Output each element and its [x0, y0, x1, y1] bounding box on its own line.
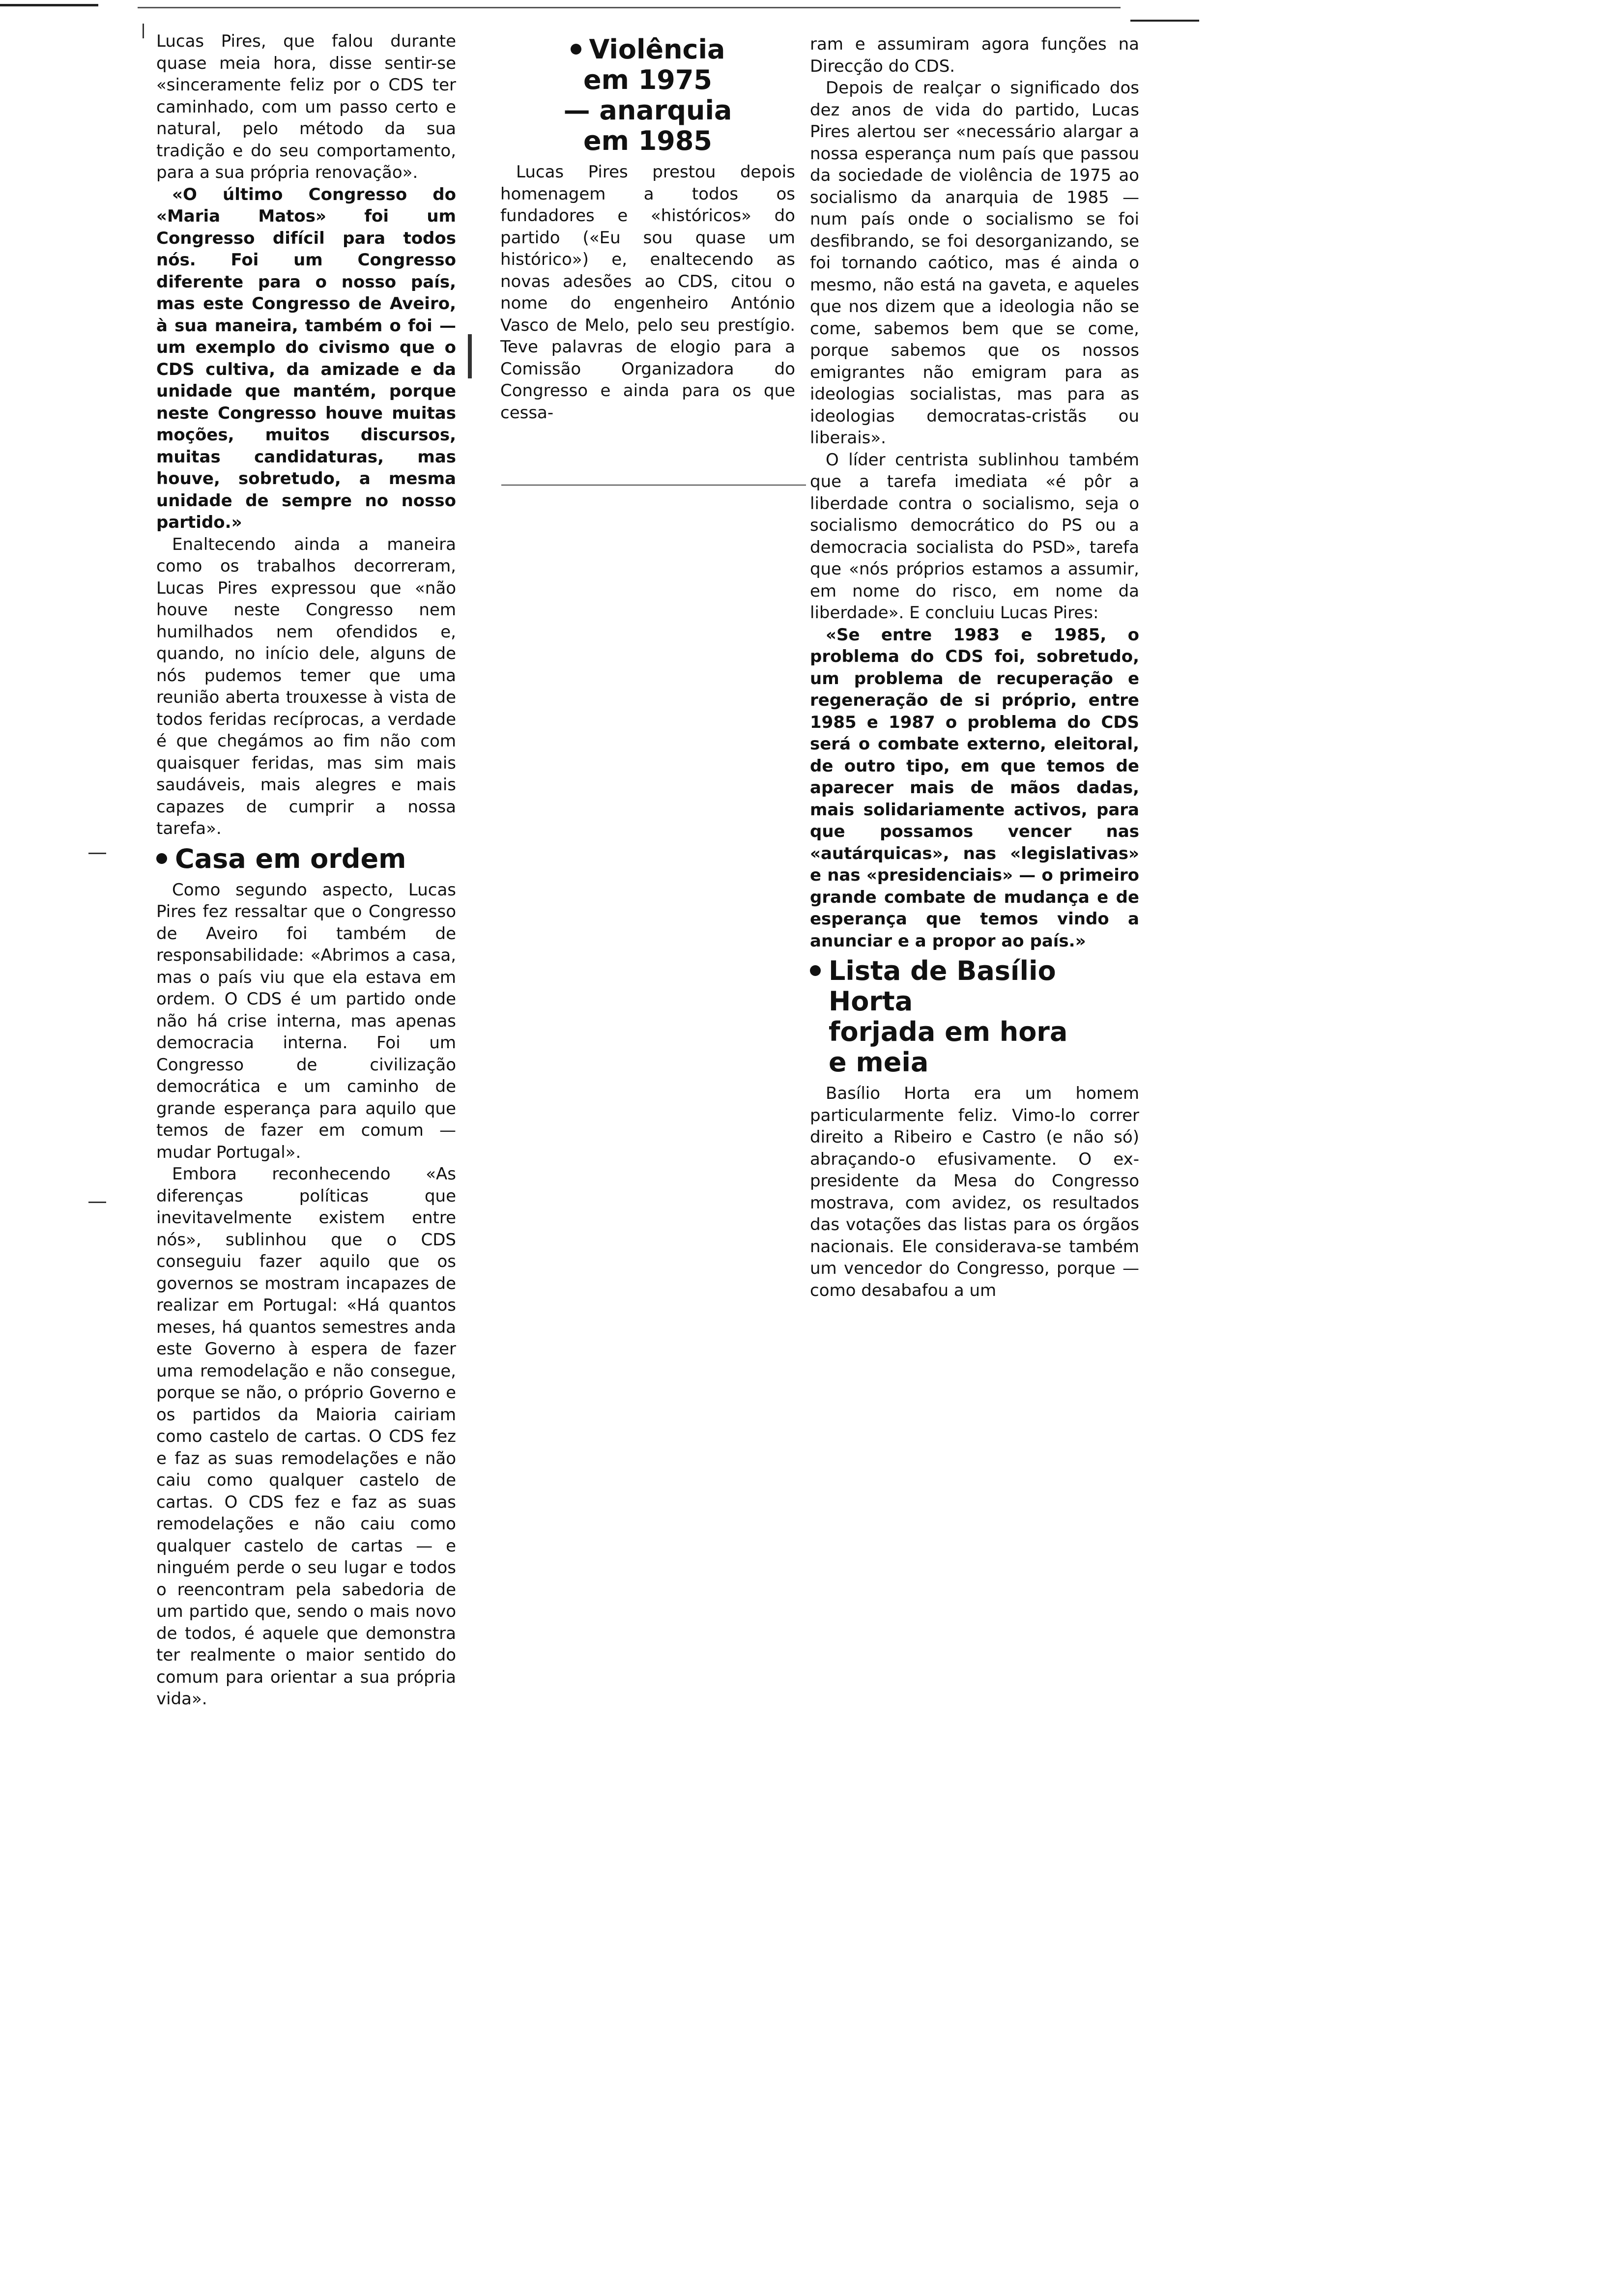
column-3	[810, 33, 1139, 1301]
scan-mark	[143, 24, 144, 38]
column-1	[156, 30, 456, 1710]
paragraph: Lucas Pires prestou depois homenagem a todos os fundadores e «históricos» do partido («Eu sou quase um histórico») e, enaltecendo as novas adesões ao CDS, citou o nome do engenheiro António Vasco de Melo, pelo seu prestígio. Teve palavras de elogio para a Comissão Organizadora do Congresso e ainda para os que cessa-	[500, 162, 795, 423]
column-end-rule	[501, 485, 806, 486]
subheading-casa-em-ordem	[156, 844, 456, 874]
subheading-text: Casa em ordem	[175, 843, 406, 874]
paragraph: Como segundo aspecto, Lucas Pires fez ressaltar que o Congresso de Aveiro foi também de responsabilidade: «Abrimos a casa, mas o país viu que ela estava em ordem. O CDS é um partido onde não há crise interna, mas apenas democracia interna. Foi um Congresso de civilização democrática e um caminho de grande esperança para aquilo que temos de fazer em comum — mudar Portugal».	[156, 880, 456, 1162]
subheading-line: em 1985	[583, 125, 712, 156]
subheading-line: Lista de Basílio	[829, 955, 1056, 986]
subheading-line: e meia	[829, 1047, 929, 1078]
subheading-line: em 1975	[583, 64, 712, 95]
bullet-icon	[810, 965, 821, 976]
top-right-rule	[1130, 20, 1199, 22]
scan-mark	[88, 1202, 106, 1203]
paragraph: Basílio Horta era um homem particularmente feliz. Vimo-lo correr direito a Ribeiro e Castro (e não só) abraçando-o efusivamente. O ex-presidente da Mesa do Congresso mostrava, com avidez, os resultados das votações das listas para os órgãos nacionais. Ele considerava-se também um vencedor do Congresso, porque — como desabafou a um	[810, 1084, 1139, 1300]
paragraph: Embora reconhecendo «As diferenças políticas que inevitavelmente existem entre nós», sublinhou que o CDS conseguiu fazer aquilo que os governos se mostram incapazes de realizar em Portugal: «Há quantos meses, há quantos semestres anda este Governo à espera de fazer uma remodelação e não consegue, porque se não, o próprio Governo e os partidos da Maioria cairiam como castelo de cartas. O CDS fez e faz as suas remodelações e não caiu como qualquer castelo de cartas. O CDS fez e faz as suas remodelações e não caiu como qualquer castelo de cartas — e ninguém perde o seu lugar e todos o reencontram pela sabedoria de um partido que, sendo o mais novo de todos, é aquele que demonstra ter realmente o maior sentido do comum para orientar a sua própria vida».	[156, 1164, 456, 1709]
paragraph: «Se entre 1983 e 1985, o problema do CDS foi, sobretudo, um problema de recuperação e regeneração de si próprio, entre 1985 e 1987 o problema do CDS será o combate externo, eleitoral, de outro tipo, em que temos de aparecer mais de mãos dadas, mais solidariamente activos, para que possamos vencer nas «autárquicas», nas «legislativas» e nas «presidenciais» — o primeiro grande combate de mudança e de esperança que temos vindo a anunciar e a propor ao país.»	[810, 625, 1139, 951]
paragraph: Lucas Pires, que falou durante quase meia hora, disse sentir-se «sinceramente feliz por o CDS ter caminhado, com um passo certo e natural, pelo método da sua tradição e do seu comportamento, para a sua própria renovação».	[156, 31, 456, 182]
scan-mark	[88, 853, 106, 854]
subheading-line: forjada em hora	[829, 1016, 1068, 1047]
scan-mark	[468, 334, 472, 378]
bullet-icon	[571, 44, 581, 55]
top-rule	[138, 7, 1121, 8]
subheading-violencia	[500, 34, 795, 156]
subheading-line: Horta	[829, 986, 913, 1017]
subheading-line: — anarquia	[563, 95, 732, 126]
subheading-lista-basilio-horta	[810, 956, 1139, 1078]
subheading-line: Violência	[589, 34, 725, 65]
paragraph: Depois de realçar o significado dos dez anos de vida do partido, Lucas Pires alertou ser «necessário alargar a nossa esperança num país que passou da sociedade de violência de 1975 ao socialismo da anarquia de 1985 — num país onde o socialismo se foi desfibrando, se foi desorganizando, se foi tornando caótico, mas é ainda o mesmo, não está na gaveta, e aqueles que nos dizem que a ideologia não se come, sabemos bem que se come, porque sabemos que os nossos emigrantes não emigram para as ideologias socialistas, mas para as ideologias democratas-cristãs ou liberais».	[810, 78, 1139, 448]
top-left-rule	[0, 4, 98, 6]
column-2	[500, 30, 795, 424]
paragraph: ram e assumiram agora funções na Direcção do CDS.	[810, 34, 1139, 76]
paragraph: Enaltecendo ainda a maneira como os trabalhos decorreram, Lucas Pires expressou que «não houve neste Congresso nem humilhados nem ofendidos e, quando, no início dele, alguns de nós pudemos temer que uma reunião aberta trouxesse à vista de todos feridas recíprocas, a verdade é que chegámos ao fim não com quaisquer feridas, mas sim mais saudáveis, mais alegres e mais capazes de cumprir a nossa tarefa».	[156, 534, 456, 838]
paragraph: «O último Congresso do «Maria Matos» foi um Congresso difícil para todos nós. Foi um Congresso diferente para o nosso país, mas este Congresso de Aveiro, à sua maneira, também o foi — um exemplo do civismo que o CDS cultiva, da amizade e da unidade que mantém, porque neste Congresso houve muitas moções, muitos discursos, muitas candidaturas, mas houve, sobretudo, a mesma unidade de sempre no nosso partido.»	[156, 184, 456, 532]
bullet-icon	[156, 853, 167, 864]
paragraph: O líder centrista sublinhou também que a tarefa imediata «é pôr a liberdade contra o socialismo, seja o socialismo democrático do PS ou a democracia socialista do PSD», tarefa que «nós próprios estamos a assumir, em nome do risco, em nome da liberdade». E concluiu Lucas Pires:	[810, 450, 1139, 623]
